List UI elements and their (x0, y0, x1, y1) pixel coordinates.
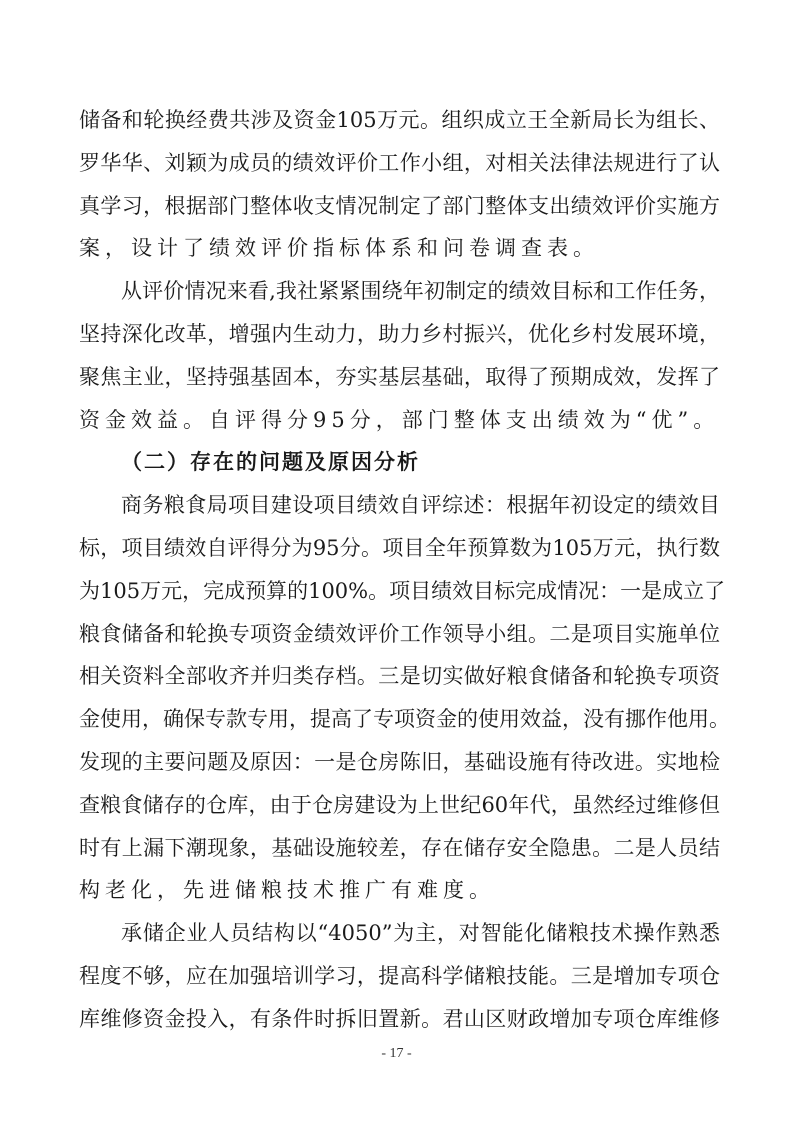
document-body (79, 99, 730, 1041)
paragraph-line: 罗华华、刘颖为成员的绩效评价工作小组，对相关法律法规进行了认 (79, 150, 720, 175)
paragraph-line: 坚持深化改革，增强内生动力，助力乡村振兴，优化乡村发展环境， (79, 321, 720, 346)
paragraph-line: 构老化，先进储粮技术推广有难度。 (79, 878, 495, 903)
paragraph-line: 程度不够，应在加强培训学习，提高科学储粮技能。三是增加专项仓 (79, 963, 720, 988)
paragraph-line: 发现的主要问题及原因：一是仓房陈旧，基础设施有待改进。实地检 (79, 749, 720, 774)
paragraph-line: 从评价情况来看,我社紧紧围绕年初制定的绩效目标和工作任务， (121, 279, 720, 304)
paragraph-line: 资金效益。自评得分95分，部门整体支出绩效为“优”。 (79, 407, 720, 432)
paragraph-line: 金使用，确保专款专用，提高了专项资金的使用效益，没有挪作他用。 (79, 707, 730, 732)
paragraph-line: 案，设计了绩效评价指标体系和问卷调查表。 (79, 236, 599, 261)
paragraph-line: 商务粮食局项目建设项目绩效自评综述：根据年初设定的绩效目 (121, 493, 720, 518)
section-heading: （二）存在的问题及原因分析 (121, 449, 420, 475)
paragraph-line: 储备和轮换经费共涉及资金105万元。组织成立王全新局长为组长、 (79, 108, 720, 132)
paragraph-line: 相关资料全部收齐并归类存档。三是切实做好粮食储备和轮换专项资 (79, 664, 720, 689)
page-number: - 17 - (381, 1046, 412, 1061)
paragraph-line: 承储企业人员结构以“4050”为主，对智能化储粮技术操作熟悉 (121, 921, 720, 946)
paragraph-line: 聚焦主业，坚持强基固本，夯实基层基础，取得了预期成效，发挥了 (79, 364, 720, 389)
paragraph-line: 粮食储备和轮换专项资金绩效评价工作领导小组。二是项目实施单位 (79, 621, 720, 646)
paragraph-line: 为105万元，完成预算的100%。项目绩效目标完成情况：一是成立了 (79, 578, 726, 603)
paragraph-line: 时有上漏下潮现象，基础设施较差，存在储存安全隐患。二是人员结 (79, 835, 720, 860)
paragraph-line: 查粮食储存的仓库，由于仓房建设为上世纪60年代，虽然经过维修但 (79, 792, 720, 817)
paragraph-line: 库维修资金投入，有条件时拆旧置新。君山区财政增加专项仓库维修 (79, 1006, 720, 1031)
paragraph-line: 真学习，根据部门整体收支情况制定了部门整体支出绩效评价实施方 (79, 193, 720, 218)
paragraph-line: 标，项目绩效自评得分为95分。项目全年预算数为105万元，执行数 (79, 535, 720, 560)
